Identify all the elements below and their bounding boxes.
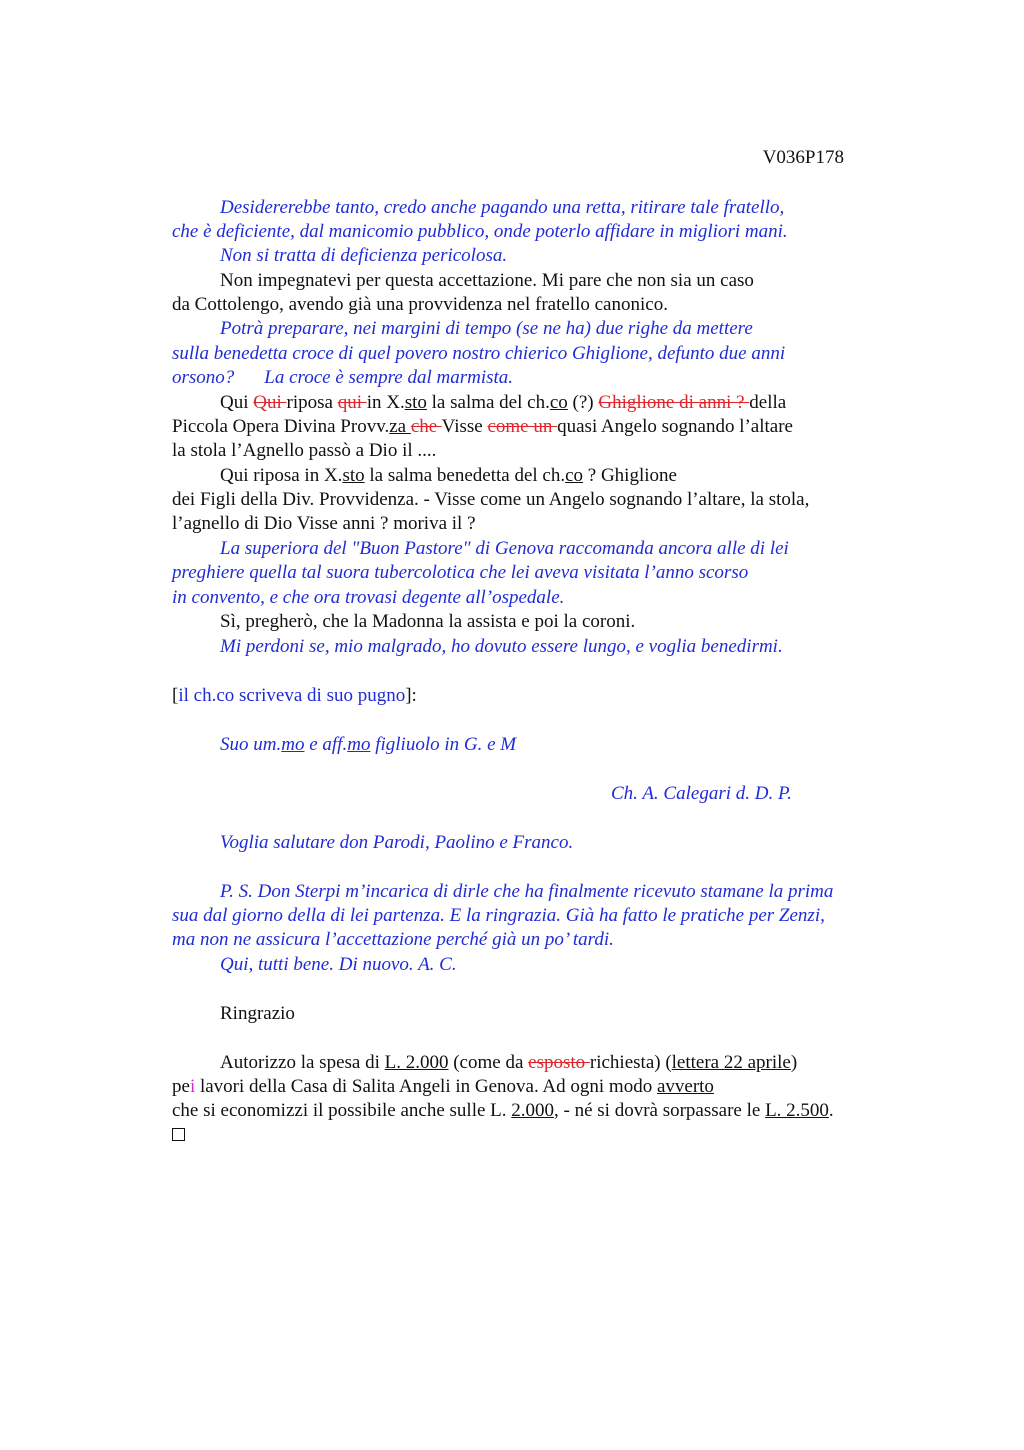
text-segment: Suo um. [220, 734, 282, 755]
underlined-text: L. 2.500 [765, 1100, 829, 1121]
deleted-text: qui [337, 392, 367, 413]
deleted-text: esposto [528, 1052, 590, 1073]
text-segment: . [828, 1100, 834, 1121]
text-segment: della [749, 392, 787, 413]
checkbox-square-icon [172, 1128, 185, 1141]
greeting: Voglia salutare don Parodi, Paolino e Franco. [220, 832, 574, 853]
text-line: Sì, pregherò, che la Madonna la assista e poi la coroni. [220, 611, 636, 632]
text-segment: pe [172, 1076, 190, 1097]
text-segment: , - né si dovrà sorpassare le [554, 1100, 766, 1121]
text-segment: lavori della Casa di Salita Angeli in Genova. Ad ogni modo [195, 1076, 657, 1097]
deleted-text: che [410, 416, 442, 437]
text-segment: La croce è sempre dal marmista. [264, 367, 514, 388]
text-segment: la salma del ch. [426, 392, 550, 413]
underlined-text: avverto [656, 1076, 714, 1097]
reference-code: V036P178 [762, 147, 844, 168]
text-line: preghiere quella tal suora tubercolotica che lei aveva visitata l’anno scorso [172, 562, 749, 583]
text-segment: Visse [441, 416, 488, 437]
text-segment: ]: [405, 685, 417, 706]
text-segment: ? Ghiglione [583, 465, 677, 486]
text-line: Non impegnatevi per questa accettazione. Mi pare che non sia un caso [220, 270, 754, 291]
text-line [172, 366, 513, 390]
text-line: in convento, e che ora trovasi degente all’ospedale. [172, 587, 565, 608]
underlined-text: mo [281, 734, 305, 755]
deleted-text: Ghiglione di anni ? [598, 392, 750, 413]
text-line: ma non ne assicura l’accettazione perché già un po’ tardi. [172, 929, 614, 950]
text-segment: (?) [567, 392, 599, 413]
text-line: Mi perdoni se, mio malgrado, ho dovuto essere lungo, e voglia benedirmi. [220, 636, 783, 657]
underlined-text: za [389, 416, 411, 437]
text-line [172, 1075, 714, 1099]
text-segment: il ch.co scriveva di suo pugno [178, 685, 406, 706]
text-line [220, 391, 786, 415]
text-line: Qui, tutti bene. Di nuovo. A. C. [220, 954, 457, 975]
text-segment: che si economizzi il possibile anche sulle L. [172, 1100, 512, 1121]
text-segment: in X. [366, 392, 405, 413]
reply-text: Ringrazio [220, 1003, 295, 1024]
underlined-text: co [549, 392, 568, 413]
inserted-text: i [189, 1076, 196, 1097]
underlined-text: mo [347, 734, 371, 755]
text-segment: Piccola Opera Divina Provv. [172, 416, 390, 437]
text-segment: quasi Angelo sognando l’altare [557, 416, 793, 437]
underlined-text: lettera 22 aprile [671, 1052, 791, 1073]
text-line: sulla benedetta croce di quel povero nostro chierico Ghiglione, defunto due anni [172, 343, 786, 364]
text-line: dei Figli della Div. Provvidenza. - Visse come un Angelo sognando l’altare, la stola, [172, 489, 810, 510]
text-line: Non si tratta di deficienza pericolosa. [220, 245, 508, 266]
text-line: Desidererebbe tanto, credo anche pagando una retta, ritirare tale fratello, [220, 197, 785, 218]
text-segment: Autorizzo la spesa di [220, 1052, 385, 1073]
text-segment: Qui riposa in X. [220, 465, 343, 486]
text-line [172, 415, 793, 439]
text-segment: ) [790, 1052, 798, 1073]
text-segment: riposa [286, 392, 338, 413]
text-line: Potrà preparare, nei margini di tempo (se ne ha) due righe da mettere [220, 318, 753, 339]
text-line: La superiora del "Buon Pastore" di Genova raccomanda ancora alle di lei [220, 538, 789, 559]
text-segment: orsono? [172, 367, 235, 388]
deleted-text: come un [487, 416, 558, 437]
text-line [220, 1051, 797, 1075]
underlined-text: sto [342, 465, 365, 486]
underlined-text: co [565, 465, 584, 486]
underlined-text: L. 2.000 [384, 1052, 449, 1073]
text-line: sua dal giorno della di lei partenza. E la ringrazia. Già ha fatto le pratiche per Zenzi, [172, 905, 825, 926]
underlined-text: 2.000 [511, 1100, 555, 1121]
text-segment: figliuolo in G. e M [370, 734, 517, 755]
text-line: che è deficiente, dal manicomio pubblico, onde poterlo affidare in migliori mani. [172, 221, 788, 242]
text-segment: (come da [448, 1052, 529, 1073]
closing-line [220, 733, 516, 757]
underlined-text: sto [404, 392, 427, 413]
editorial-note [172, 684, 417, 708]
text-segment: Qui [220, 392, 254, 413]
text-line: l’agnello di Dio Visse anni ? moriva il ? [172, 513, 476, 534]
text-line: la stola l’Agnello passò a Dio il .... [172, 440, 437, 461]
end-marker [172, 1124, 185, 1148]
signature: Ch. A. Calegari d. D. P. [611, 783, 792, 804]
text-segment: richiesta) ( [589, 1052, 672, 1073]
text-line: P. S. Don Sterpi m’incarica di dirle che ha finalmente ricevuto stamane la prima [220, 881, 834, 902]
text-line [172, 1099, 834, 1123]
text-segment: e aff. [304, 734, 348, 755]
text-line [220, 464, 677, 488]
text-segment: [ [172, 685, 179, 706]
text-line: da Cottolengo, avendo già una provvidenza nel fratello canonico. [172, 294, 668, 315]
text-segment: la salma benedetta del ch. [364, 465, 566, 486]
deleted-text: Qui [253, 392, 287, 413]
